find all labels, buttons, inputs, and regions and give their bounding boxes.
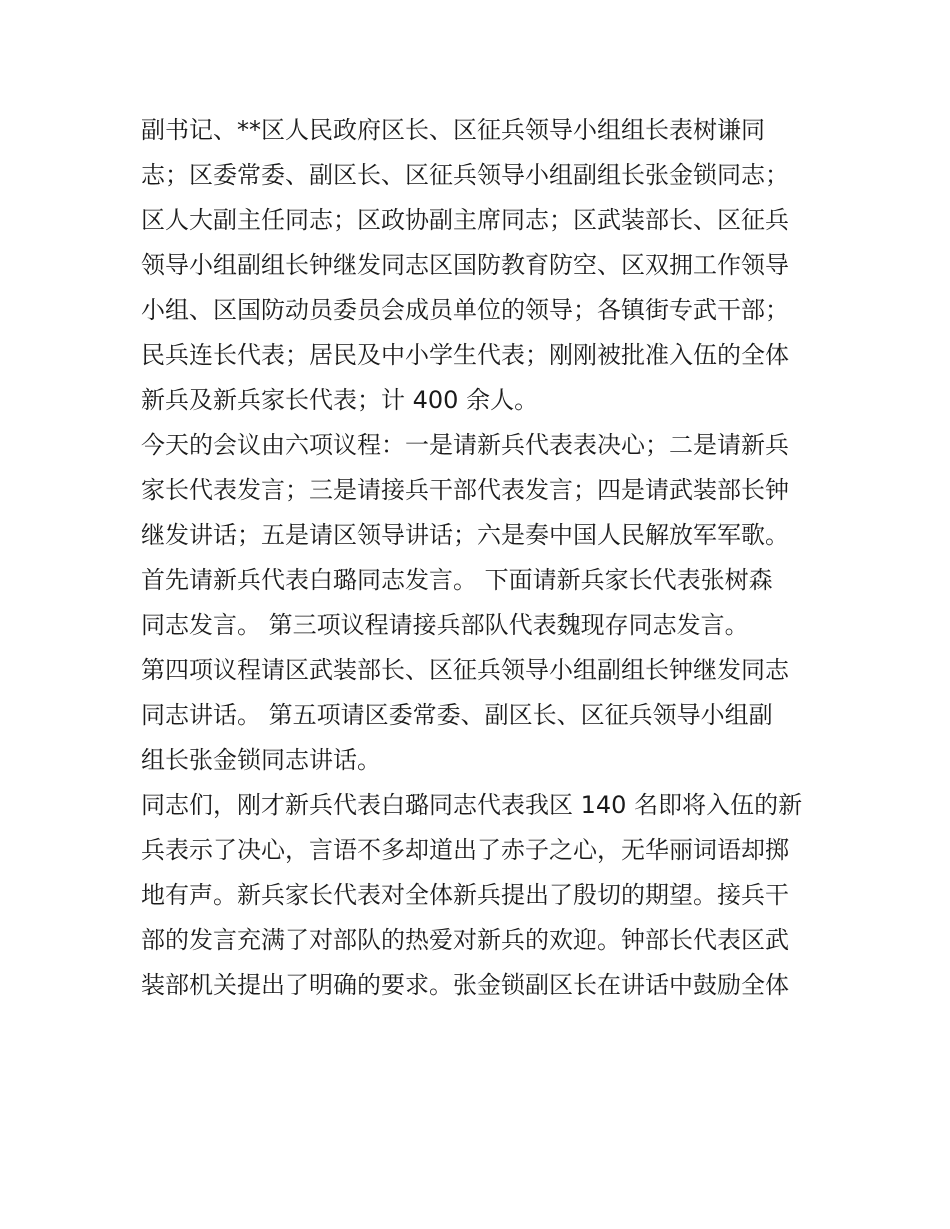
text-line: 兵表示了决心，言语不多却道出了赤子之心，无华丽词语却掷 [141, 836, 789, 864]
text-line: 同志们，刚才新兵代表白璐同志代表我区 140 名即将入伍的新 [141, 791, 803, 819]
text-line: 同志讲话。 第五项请区委常委、副区长、区征兵领导小组副 [141, 701, 773, 729]
text-line: 部的发言充满了对部队的热爱对新兵的欢迎。钟部长代表区武 [141, 926, 789, 954]
text-line: 同志发言。 第三项议程请接兵部队代表魏现存同志发言。 [141, 611, 749, 639]
text-line: 家长代表发言；三是请接兵干部代表发言；四是请武装部长钟 [141, 476, 789, 504]
text-line: 区人大副主任同志；区政协副主席同志；区武装部长、区征兵 [141, 206, 789, 234]
text-line: 领导小组副组长钟继发同志区国防教育防空、区双拥工作领导 [141, 251, 789, 279]
text-line: 民兵连长代表；居民及中小学生代表；刚刚被批准入伍的全体 [141, 341, 789, 369]
text-line: 装部机关提出了明确的要求。张金锁副区长在讲话中鼓励全体 [141, 971, 789, 999]
text-line: 新兵及新兵家长代表；计 400 余人。 [141, 386, 539, 414]
text-line: 首先请新兵代表白璐同志发言。 下面请新兵家长代表张树森 [141, 566, 773, 594]
text-line: 第四项议程请区武装部长、区征兵领导小组副组长钟继发同志 [141, 656, 789, 684]
text-line: 志；区委常委、副区长、区征兵领导小组副组长张金锁同志； [141, 161, 789, 189]
text-line: 副书记、**区人民政府区长、区征兵领导小组组长表树谦同 [141, 116, 765, 144]
body-text [141, 108, 821, 1008]
text-line: 今天的会议由六项议程：一是请新兵代表表决心；二是请新兵 [141, 431, 789, 459]
text-line: 小组、区国防动员委员会成员单位的领导；各镇街专武干部； [141, 296, 789, 324]
text-line: 组长张金锁同志讲话。 [141, 746, 381, 774]
text-line: 继发讲话；五是请区领导讲话；六是奏中国人民解放军军歌。 [141, 521, 789, 549]
text-line: 地有声。新兵家长代表对全体新兵提出了殷切的期望。接兵干 [141, 881, 789, 909]
